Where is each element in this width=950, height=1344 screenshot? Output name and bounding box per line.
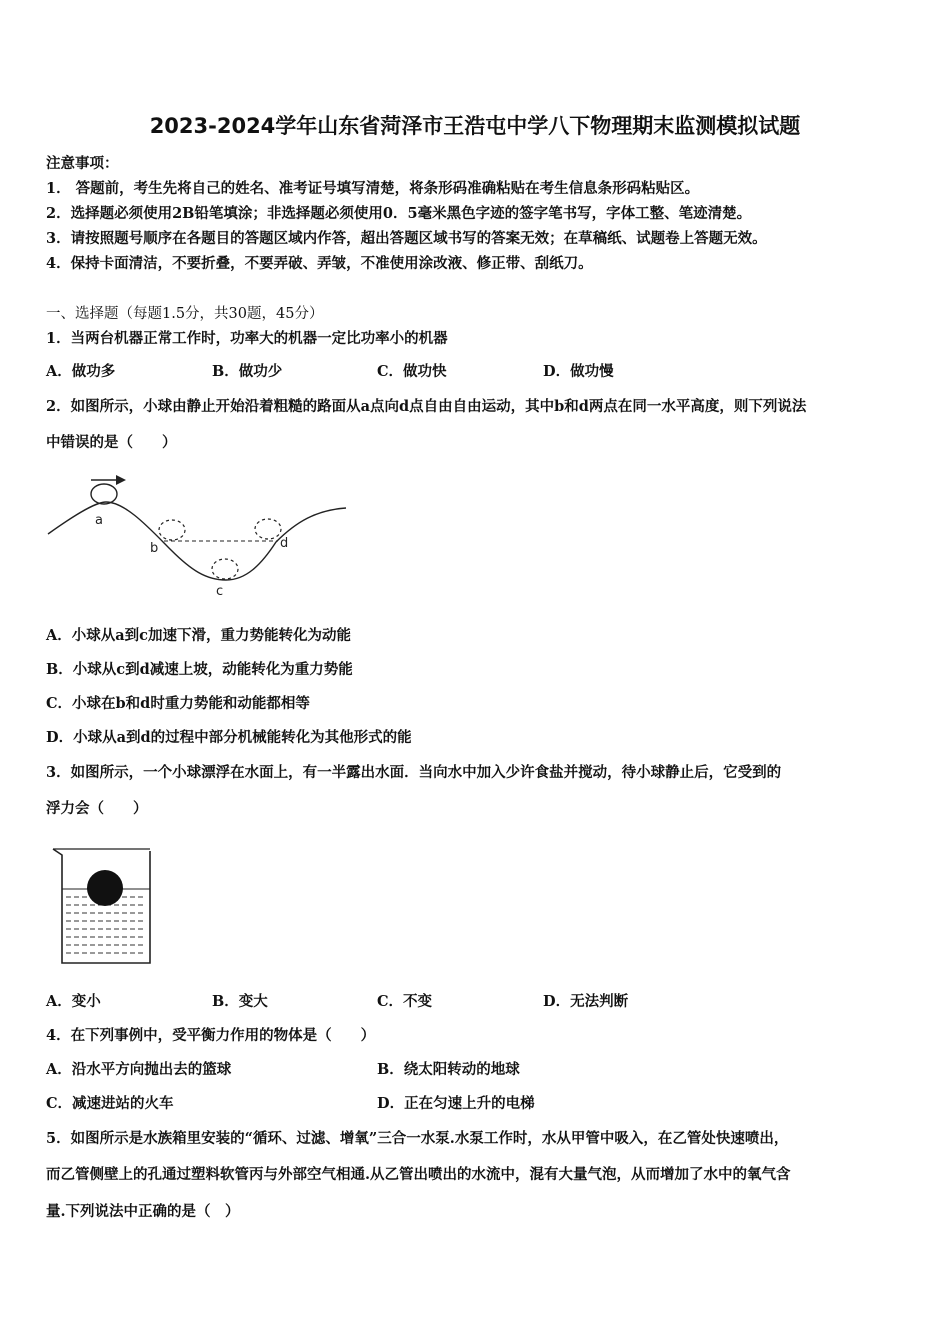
beaker-outline [53, 849, 150, 963]
question-2-stem-line2: 中错误的是（ ） [46, 434, 177, 451]
question-3-option-c: C．不变 [377, 993, 433, 1010]
beaker-figure [50, 845, 160, 970]
notice-item-4: 4．保持卡面清洁，不要折叠，不要弄破、弄皱，不准使用涂改液、修正带、刮纸刀。 [46, 255, 593, 272]
question-1-option-a: A．做功多 [46, 363, 116, 380]
page-title: 2023-2024学年山东省菏泽市王浩屯中学八下物理期末监测模拟试题 [149, 114, 801, 138]
question-3-stem-line1: 3．如图所示，一个小球漂浮在水面上，有一半露出水面．当向水中加入少许食盐并搅动，待小球静止后，它受到的 [46, 764, 782, 781]
ball-at-d [255, 519, 281, 539]
label-a: a [95, 513, 103, 528]
label-d: d [280, 536, 289, 551]
floating-ball [87, 870, 123, 906]
ball-at-b [159, 520, 185, 540]
ball-at-c [212, 559, 238, 579]
question-5-stem-line3: 量.下列说法中正确的是（ ） [46, 1203, 240, 1220]
notice-item-1: 1． 答题前，考生先将自己的姓名、准考证号填写清楚，将条形码准确粘贴在考生信息条形码粘贴区。 [46, 180, 700, 197]
question-3-stem-line2: 浮力会（ ） [46, 800, 148, 817]
label-c: c [216, 584, 224, 599]
question-5-stem-line1: 5．如图所示是水族箱里安装的“循环、过滤、增氧”三合一水泵.水泵工作时，水从甲管中吸入，在乙管处快速喷出， [46, 1130, 789, 1147]
question-3-option-a: A．变小 [46, 993, 101, 1010]
question-1-option-c: C．做功快 [377, 363, 447, 380]
question-1-stem: 1．当两台机器正常工作时，功率大的机器一定比功率小的机器 [46, 330, 448, 347]
question-5-stem-line2: 而乙管侧壁上的孔通过塑料软管丙与外部空气相通.从乙管出喷出的水流中，混有大量气泡，从而增加了水中的氧气含 [46, 1166, 791, 1183]
notice-heading: 注意事项： [46, 155, 119, 172]
notice-item-3: 3．请按照题号顺序在各题目的答题区域内作答，超出答题区域书写的答案无效；在草稿纸、试题卷上答题无效。 [46, 230, 767, 247]
question-2-stem-line1: 2．如图所示，小球由静止开始沿着粗糙的路面从a点向d点自由自由运动，其中b和d两点在同一水平高度，则下列说法 [46, 398, 807, 415]
question-3-option-d: D．无法判断 [543, 993, 629, 1010]
question-2-option-b: B．小球从c到d减速上坡，动能转化为重力势能 [46, 661, 353, 678]
question-4-stem: 4．在下列事例中，受平衡力作用的物体是（ ） [46, 1027, 376, 1044]
question-2-option-a: A．小球从a到c加速下滑，重力势能转化为动能 [46, 627, 351, 644]
track-figure [46, 470, 356, 605]
question-4-option-a: A．沿水平方向抛出去的篮球 [46, 1061, 232, 1078]
ball-at-a [91, 484, 117, 504]
section-heading: 一、选择题（每题1.5分，共30题，45分） [46, 306, 324, 322]
question-4-option-d: D．正在匀速上升的电梯 [377, 1095, 535, 1112]
label-b: b [150, 541, 159, 556]
question-3-option-b: B．变大 [212, 993, 268, 1010]
question-4-option-c: C．减速进站的火车 [46, 1095, 174, 1112]
question-2-option-c: C．小球在b和d时重力势能和动能都相等 [46, 695, 310, 712]
question-1-option-b: B．做功少 [212, 363, 283, 380]
track-curve [48, 502, 346, 580]
question-1-option-d: D．做功慢 [543, 363, 614, 380]
question-2-option-d: D．小球从a到d的过程中部分机械能转化为其他形式的能 [46, 729, 412, 746]
question-4-option-b: B．绕太阳转动的地球 [377, 1061, 520, 1078]
notice-item-2: 2．选择题必须使用2B铅笔填涂；非选择题必须使用0．5毫米黑色字迹的签字笔书写，字体工整、笔迹清楚。 [46, 205, 752, 222]
arrow-head [116, 475, 126, 485]
